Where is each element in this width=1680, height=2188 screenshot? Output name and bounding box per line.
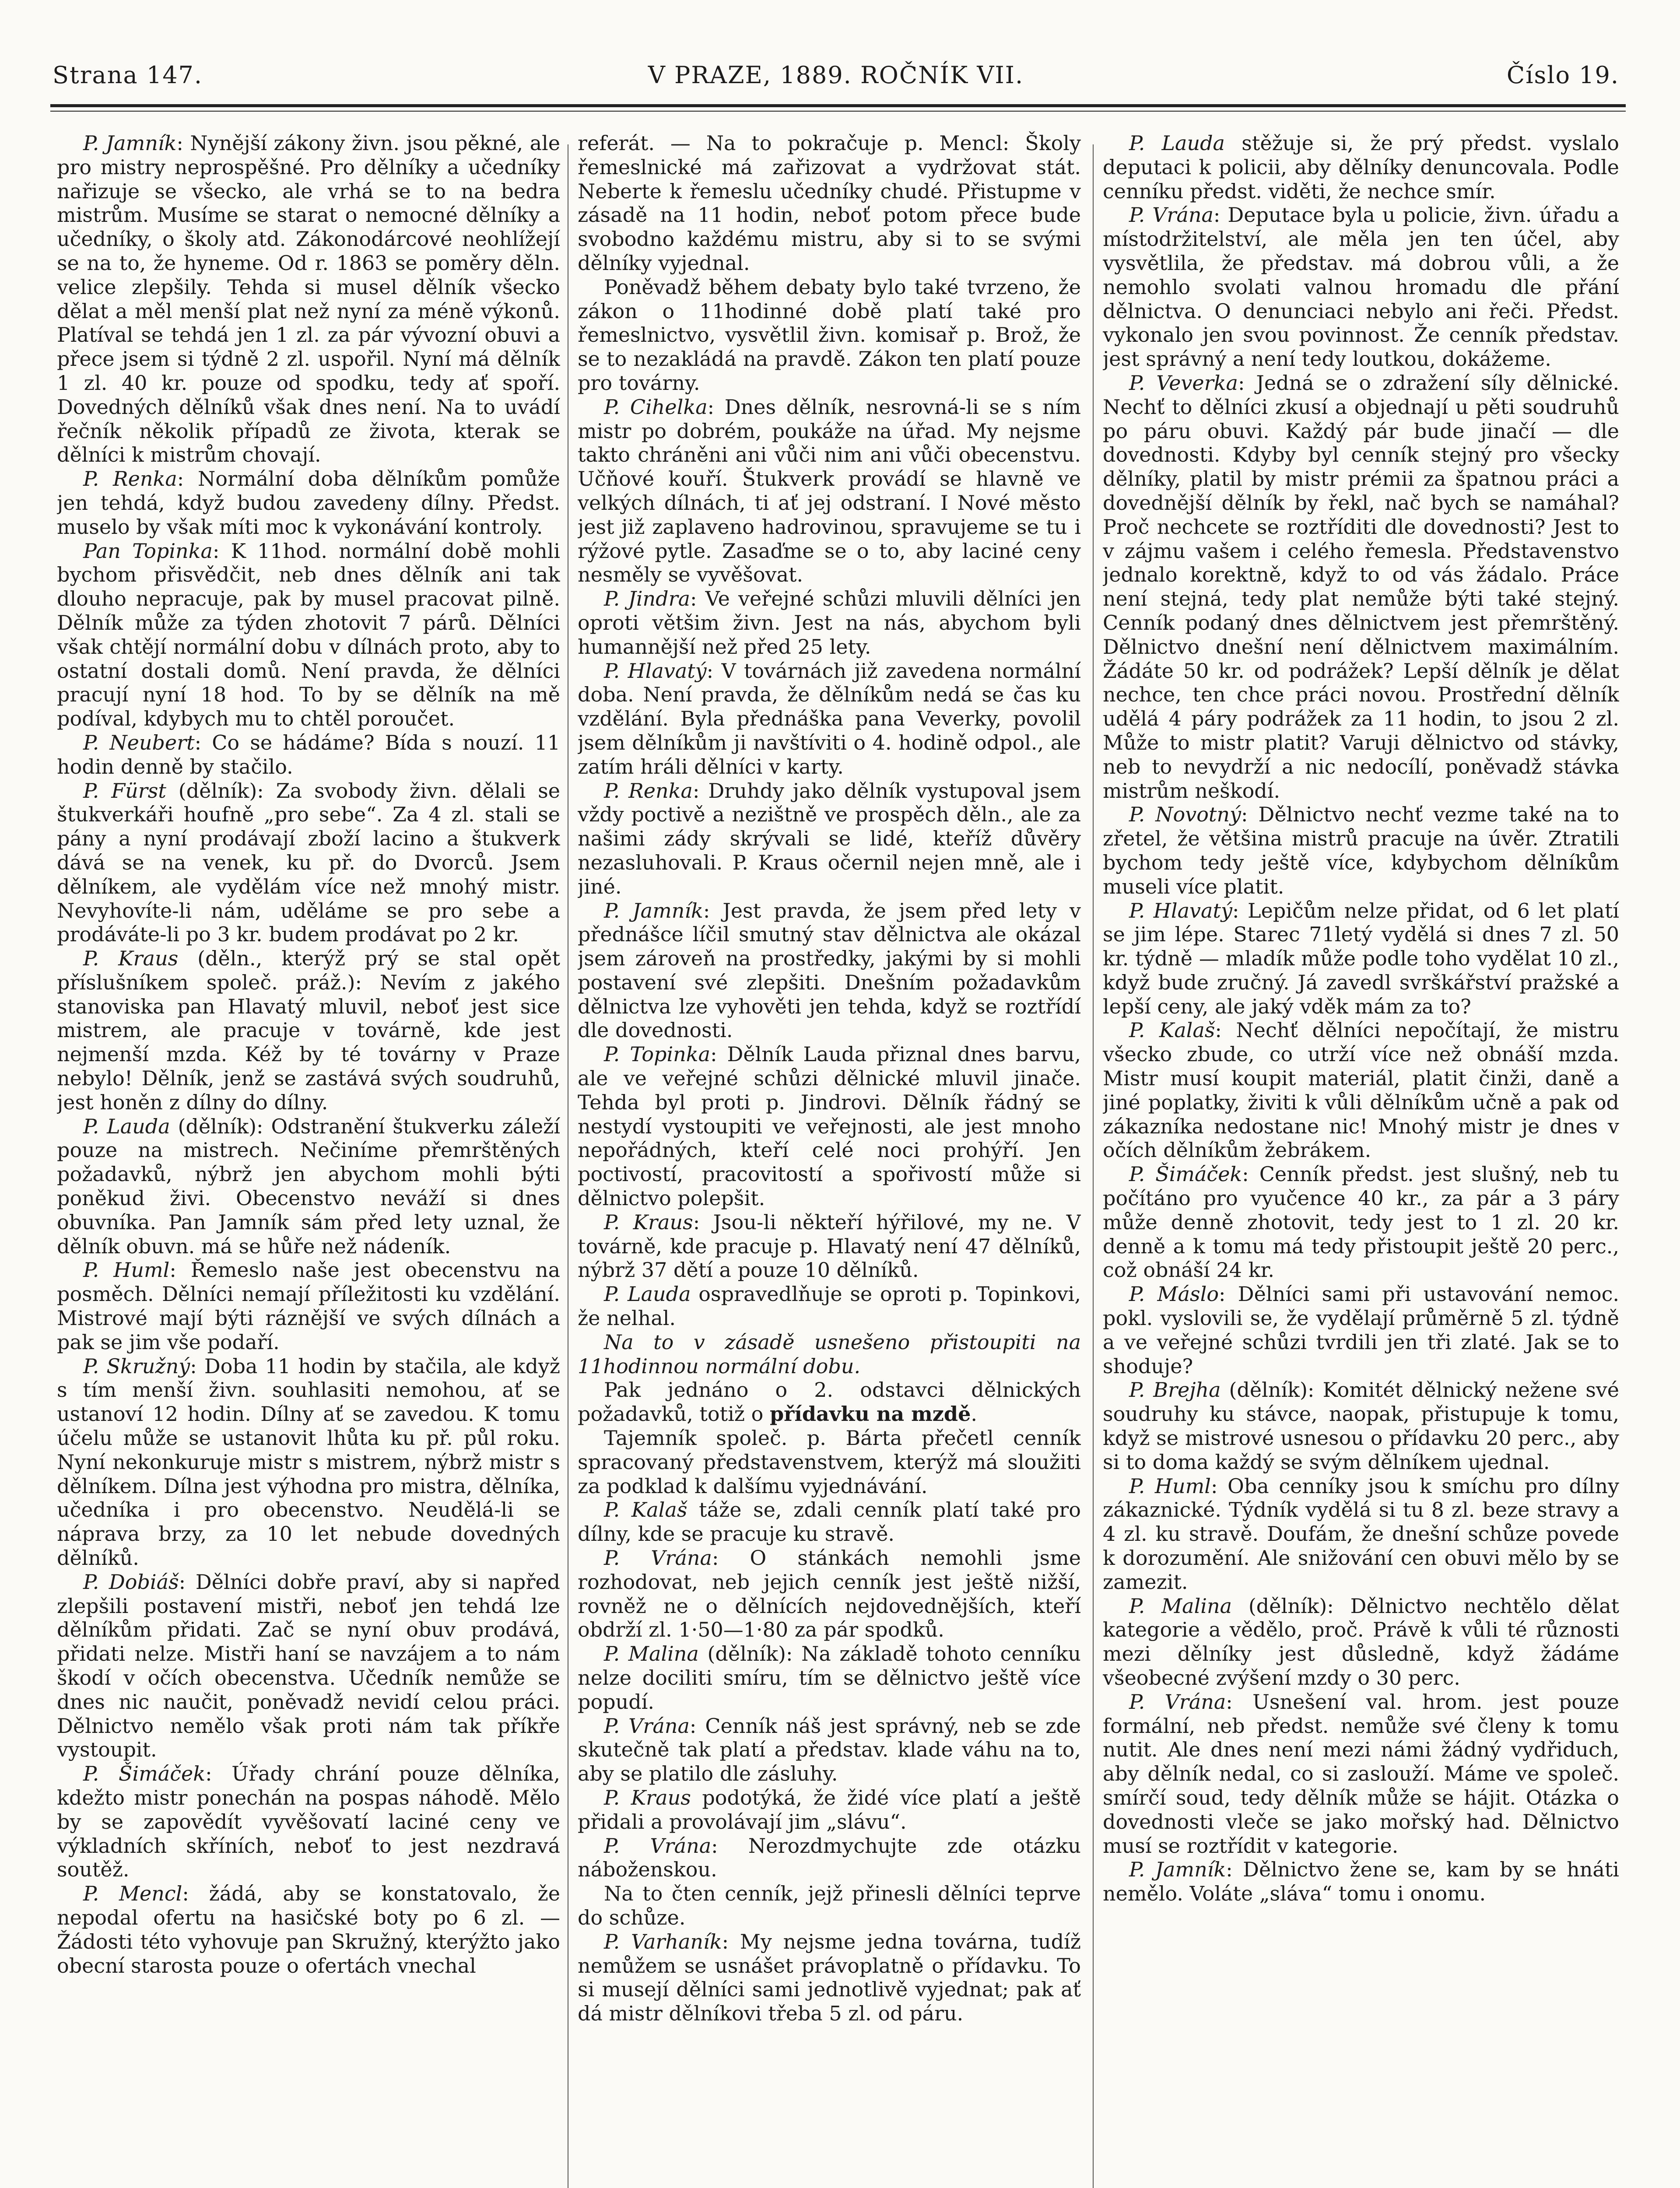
speaker-name: P. Brejha xyxy=(1129,1378,1221,1402)
header-rule-thick xyxy=(50,104,1626,107)
paragraph: P. Vrána: Nerozdmychujte zde otázku náboženskou. xyxy=(578,1834,1081,1882)
paragraph: P. Lauda (dělník): Odstranění štukverku záleží pouze na mistrech. Nečiníme přemrštěných požadavků, nýbrž jen abychom mohli býti poněkud živi. Obecenstvo neváží si dnes obuvníka. Pan Jamník sám před lety uznal, že dělník obuvn. má se hůře než nádeník. xyxy=(57,1114,560,1258)
speaker-name: P. Renka xyxy=(604,778,693,803)
paragraph-text: Dělnictvo nechtělo dělat kategorie a vědělo, proč. Právě k vůli té různosti mezi dělníky jest důsledně, když žádáme všeobecné zvýšení mzdy o 30 perc. xyxy=(1103,1594,1619,1690)
speaker-name: P. Máslo xyxy=(1129,1282,1219,1306)
speaker-name: P. Šimáček xyxy=(1129,1162,1242,1186)
speaker-name: P. Jamník xyxy=(83,131,177,155)
paragraph-text: Dělník Lauda přiznal dnes barvu, ale ve veřejné schůzi dělnické mluvil jinače. Tehda byl proti p. Jindrovi. Dělník řádný se nestydí vystoupiti ve veřejnosti, ale jest mnoho nepořádných, kteří celé noci prohýří. Jen poctivostí, pracovitostí a spořivostí může si dělnictvo polepšit. xyxy=(578,1042,1081,1210)
speaker-name: P. Jamník xyxy=(604,898,703,922)
paragraph-text: Ve veřejné schůzi mluvili dělníci jen oproti většim živn. Jest na nás, abychom byli humannější než před 25 lety. xyxy=(578,587,1081,659)
paragraph-text: Jedná se o zdražení síly dělnické. Nechť to dělníci zkusí a objednají u pěti soudruhů po páru obuvi. Každý pár bude jinačí — dle dovednosti. Kdyby byl cenník stejný pro všecky dělníky, platil by mistr prémii za špatnou práci a dovednější dělník by řekl, nač bych se namáhal? Proč nechcete se roztříditi dle dovednosti? Jest to v zájmu vašem i celého řemesla. Představenstvo jednalo korektně, když to od vás žádalo. Práce není stejná, tedy plat nemůže býti také stejný. Cenník podaný dnes dělnictvem jest přemrštěný. Dělnictvo dnešní není dělnictvem maximálním. Žádáte 50 kr. od podrážek? Lepší dělník je dělat nechce, ten chce práci novou. Prostřední dělník udělá 4 páry podrážek za 11 hodin, to jsou 2 zl. Může to mistr platit? Varuji dělnictvo od stávky, neb to nevydrží a nic nedocílí, poněvadž stávka mistrům neškodí. xyxy=(1103,371,1619,803)
text-column-3 xyxy=(1103,131,1619,2188)
paragraph-text: Dělníci sami při ustavování nemoc. pokl. vyslovili se, že vydělají průměrně 5 zl. týdně a ve veřejné schůzi tvrdili jen tři zlaté. Jak se to shoduje? xyxy=(1103,1282,1619,1378)
speaker-name: P. Veverka xyxy=(1129,371,1238,395)
speaker-name: P. Novotný xyxy=(1129,803,1242,827)
speaker-name: P. Šimáček xyxy=(83,1762,206,1786)
emphasized-term: přídavku na mzdě xyxy=(769,1402,971,1426)
paragraph xyxy=(578,1330,1081,1378)
paragraph-text: Oba cenníky jsou k smíchu pro dílny zákaznické. Týdník vydělá si tu 8 zl. beze stravy a 4 zl. ku stravě. Doufám, že dnešní schůze povede k dorozumění. Ale snižování cen obuvi mělo by se zamezit. xyxy=(1103,1474,1619,1594)
column-divider xyxy=(1093,144,1094,2188)
paragraph-text: Komitét dělnický nežene své soudruhy ku stávce, naopak, přistupuje k tomu, když se mistrové usnesou o přídavku 20 perc., aby si to doma každý se svým dělníkem ujednal. xyxy=(1103,1378,1619,1474)
paragraph-text: V továrnách již zavedena normální doba. Není pravda, že dělníkům nedá se čas ku vzdělání. Byla přednáška pana Veverky, povolil jsem dělníkům ji navštíviti o 4. hodině odpol., ale zatím hráli dělníci v karty. xyxy=(578,659,1081,778)
paragraph: P. Hlavatý: Lepičům nelze přidat, od 6 let platí se jim lépe. Starec 71letý vydělá si dnes 7 zl. 50 kr. týdně — mladík může podle toho vydělat 10 zl., když bude zručný. Já zavedl svrškářství pražské a lepší ceny, ale jaký vděk mám za to? xyxy=(1103,898,1619,1018)
speaker-name: P. Kalaš xyxy=(1129,1018,1215,1042)
paragraph: P. Kraus (děln., kterýž prý se stal opět příslušníkem společ. práž.): Nevím z jakého stanoviska pan Hlavatý mluvil, neboť jest sice mistrem, ale pracuje v továrně, kde jest nejmenší mzda. Kéž by té továrny v Praze nebylo! Dělník, jenž se zastává svých soudruhů, jest honěn z dílny do dílny. xyxy=(57,947,560,1114)
paragraph: P. Neubert: Co se hádáme? Bída s nouzí. 11 hodin denně by stačilo. xyxy=(57,730,560,778)
paragraph: P. Jamník: Nynější zákony živn. jsou pěkné, ale pro mistry neprospěšné. Pro dělníky a učedníky nařizuje se všecko, ale vrhá se to na bedra mistrům. Musíme se starat o nemocné dělníky a učedníky, o školy atd. Zákonodárcové neohlížejí se na to, že hyneme. Od r. 1863 se poměry děln. velice zlepšily. Tehda si musel dělník všecko dělat a měl menší plat než nyní za méně výkonů. Platíval se tehdá jen 1 zl. za pár vývozní obuvi a přece jsem si týdně 2 zl. uspořil. Nyní má dělník 1 zl. 40 kr. pouze od spodku, tedy ať spoří. Dovedných dělníků však dnes není. Na to uvádí řečník několik případů ze života, kterak se dělníci k mistrům chovají. xyxy=(57,131,560,467)
paragraph: P. Jamník: Dělnictvo žene se, kam by se hnáti nemělo. Voláte „sláva“ tomu i onomu. xyxy=(1103,1858,1619,1906)
speaker-name: P. Skružný xyxy=(83,1354,190,1378)
paragraph-text: Odstranění štukverku záleží pouze na mistrech. Nečiníme přemrštěných požadavků, nýbrž jen abychom mohli býti poněkud živi. Obecenstvo neváží si dnes obuvníka. Pan Jamník sám před lety uznal, že dělník obuvn. má se hůře než nádeník. xyxy=(57,1114,560,1258)
paragraph-text: Dělníci dobře praví, aby si napřed zlepšili postavení mistři, neboť jen tehdá lze dělníkům přidati. Zač se nyní obuv prodává, přidati nelze. Mistři haní se navzájem a to nám škodí v očích obecenstva. Učedník nemůže se dnes nic naučit, poněvadž nevidí celou práci. Dělnictvo nemělo však proti nám tak příkře vystoupit. xyxy=(57,1570,560,1762)
paragraph-text: podotýká, že židé více platí a ještě přidali a provolávají jim „slávu“. xyxy=(578,1785,1081,1834)
paragraph: P. Máslo: Dělníci sami při ustavování nemoc. pokl. vyslovili se, že vydělají průměrně 5 zl. týdně a ve veřejné schůzi tvrdili jen tři zlaté. Jak se to shoduje? xyxy=(1103,1282,1619,1378)
speaker-name: P. Mencl xyxy=(83,1882,182,1906)
paragraph-text: Nechť dělníci nepočítají, že mistru všecko zbude, co utrží více než obnáší mzda. Mistr musí koupit materiál, platit činži, daně a jiné poplatky, živiti k vůli dělníkům učně a pak od zákazníka nedostane nic! Mnohý mistr je dnes v očích dělníkům žebrákem. xyxy=(1103,1018,1619,1162)
paragraph-text: Nynější zákony živn. jsou pěkné, ale pro mistry neprospěšné. Pro dělníky a učedníky nařizuje se všecko, ale vrhá se to na bedra mistrům. Musíme se starat o nemocné dělníky a učedníky, o školy atd. Zákonodárcové neohlížejí se na to, že hyneme. Od r. 1863 se poměry děln. velice zlepšily. Tehda si musel dělník všecko dělat a měl menší plat než nyní za méně výkonů. Platíval se tehdá jen 1 zl. za pár vývozní obuvi a přece jsem si týdně 2 zl. uspořil. Nyní má dělník 1 zl. 40 kr. pouze od spodku, tedy ať spoří. Dovedných dělníků však dnes není. Na to uvádí řečník několik případů ze života, kterak se dělníci k mistrům chovají. xyxy=(57,131,560,467)
paragraph: P. Vrána: Deputace byla u policie, živn. úřadu a místodržitelství, ale měla jen ten účel, aby vysvětlila, že představ. má dobrou vůli, a že nemohlo svolati valnou hromadu dle přání dělnictva. O denunciaci nebylo ani řeči. Předst. vykonalo jen svou povinnost. Že cenník představ. jest správný a není tedy loutkou, dokážeme. xyxy=(1103,203,1619,371)
paragraph xyxy=(578,1498,1081,1546)
paragraph: P. Varhaník: My nejsme jedna továrna, tudíž nemůžem se usnášet právoplatně o přídavku. To si musejí dělníci sami jednotlivě vyjednat; pak ať dá mistr dělníkovi třeba 5 zl. od páru. xyxy=(578,1929,1081,2026)
speaker-name: P. Lauda xyxy=(1129,131,1225,155)
paragraph-text: Lepičům nelze přidat, od 6 let platí se jim lépe. Starec 71letý vydělá si dnes 7 zl. 50 kr. týdně — mladík může podle toho vydělat 10 zl., když bude zručný. Já zavedl svrškářství pražské a lepší ceny, ale jaký vděk mám za to? xyxy=(1103,898,1619,1018)
paragraph-text: Cenník předst. jest slušný, neb tu počítáno pro vyučence 40 kr., za pár a 3 páry může denně zhotovit, tedy jest to 1 zl. 20 kr. denně a k tomu má tedy přistoupit ještě 20 perc., což obnáší 24 kr. xyxy=(1103,1162,1619,1282)
speaker-name: P. Kraus xyxy=(604,1785,691,1809)
speaker-name: P. Jamník xyxy=(1129,1858,1226,1882)
paragraph: P. Kalaš: Nechť dělníci nepočítají, že mistru všecko zbude, co utrží více než obnáší mzda. Mistr musí koupit materiál, platit činži, daně a jiné poplatky, živiti k vůli dělníkům učně a pak od zákazníka nedostane nic! Mnohý mistr je dnes v očích dělníkům žebrákem. xyxy=(1103,1018,1619,1162)
paragraph: P. Veverka: Jedná se o zdražení síly dělnické. Nechť to dělníci zkusí a objednají u pěti soudruhů po páru obuvi. Každý pár bude jinačí — dle dovednosti. Kdyby byl cenník stejný pro všecky dělníky, platil by mistr prémii za špatnou práci a dovednější dělník by řekl, nač bych se namáhal? Proč nechcete se roztříditi dle dovednosti? Jest to v zájmu vašem i celého řemesla. Představenstvo jednalo korektně, když to od vás žádalo. Práce není stejná, tedy plat nemůže býti také stejný. Cenník podaný dnes dělnictvem jest přemrštěný. Dělnictvo dnešní není dělnictvem maximálním. Žádáte 50 kr. od podrážek? Lepší dělník je dělat nechce, ten chce práci novou. Prostřední dělník udělá 4 páry podrážek za 11 hodin, to jsou 2 zl. Může to mistr platit? Varuji dělnictvo od stávky, neb to nevydrží a nic nedocílí, poněvadž stávka mistrům neškodí. xyxy=(1103,371,1619,803)
paragraph: P. Brejha (dělník): Komitét dělnický nežene své soudruhy ku stávce, naopak, přistupuje k tomu, když se mistrové usnesou o přídavku 20 perc., aby si to doma každý se svým dělníkem ujednal. xyxy=(1103,1378,1619,1474)
speaker-name: P. Dobiáš xyxy=(83,1570,179,1594)
paragraph: P. Dobiáš: Dělníci dobře praví, aby si napřed zlepšili postavení mistři, neboť jen tehdá lze dělníkům přidati. Zač se nyní obuv prodává, přidati nelze. Mistři haní se navzájem a to nám škodí v očích obecenstva. Učedník nemůže se dnes nic naučit, poněvadž nevidí celou práci. Dělnictvo nemělo však proti nám tak příkře vystoupit. xyxy=(57,1570,560,1762)
speaker-name: P. Lauda xyxy=(83,1114,170,1138)
speaker-note: (dělník) xyxy=(1221,1378,1308,1402)
paragraph-text: Nevím z jakého stanoviska pan Hlavatý mluvil, neboť jest sice mistrem, ale pracuje v továrně, kde jest nejmenší mzda. Kéž by té továrny v Praze nebylo! Dělník, jenž se zastává svých soudruhů, jest honěn z dílny do dílny. xyxy=(57,970,560,1114)
paragraph: P. Renka: Normální doba dělníkům pomůže jen tehdá, když budou zavedeny dílny. Předst. muselo by však míti moc k vykonávání kontroly. xyxy=(57,467,560,539)
speaker-name: Pan Topinka xyxy=(83,539,213,563)
paragraph: P. Mencl: žádá, aby se konstatovalo, že nepodal ofertu na hasičské boty po 6 zl. — Žádosti této vyhovuje pan Skružný, kterýžto jako obecní starosta pouze o ofertách vnechal xyxy=(57,1882,560,1978)
paragraph xyxy=(578,1882,1081,1930)
paragraph: P. Hlavatý: V továrnách již zavedena normální doba. Není pravda, že dělníkům nedá se čas ku vzdělání. Byla přednáška pana Veverky, povolil jsem dělníkům ji navštíviti o 4. hodině odpol., ale zatím hráli dělníci v karty. xyxy=(578,659,1081,778)
speaker-note: (děln., kterýž prý se stal opět příslušníkem společ. práž.) xyxy=(57,947,560,994)
paragraph: Pan Topinka: K 11hod. normální době mohli bychom přisvědčit, neb dnes dělník ani tak dlouho nepracuje, pak by musel pracovat pilně. Dělník může za týden zhotovit 7 párů. Dělníci však chtějí normální dobu v dílnách proto, aby to ostatní dostali domů. Není pravda, že dělníci pracují nyní 18 hod. To by se dělník na mě podíval, kdybych mu to chtěl poroučet. xyxy=(57,539,560,731)
publication-date-volume: V PRAZE, 1889. ROČNÍK VII. xyxy=(648,61,1024,89)
paragraph xyxy=(578,131,1081,275)
speaker-note: (dělník) xyxy=(1232,1594,1327,1618)
paragraph-text: O stánkách nemohli jsme rozhodovat, neb jejich cenník jest ještě nižší, rovněž ne o dělnících nejdovednějších, kteří obdrží zl. 1·50—1·80 za pár spodků. xyxy=(578,1546,1081,1642)
paragraph-text: Nerozdmychujte zde otázku náboženskou. xyxy=(578,1834,1081,1882)
paragraph-text: Za svobody živn. dělali se štukverkáři houfně „pro sebe“. Za 4 zl. stali se pány a nyní prodávají zboží lacino a štukverk dává se na venek, ku př. do Dvorců. Jsem dělníkem, ale vydělám více než mnohý mistr. Nevyhovíte-li nám, uděláme se pro sebe a prodáváte-li po 3 kr. budem prodávat po 2 kr. xyxy=(57,778,560,947)
speaker-note: (dělník) xyxy=(170,1114,257,1138)
speaker-name: P. Topinka xyxy=(604,1042,711,1066)
paragraph: P. Novotný: Dělnictvo nechť vezme také na to zřetel, že většina mistrů pracuje na úvěr. Ztratili bychom tedy ještě více, kdybychom dělníkům museli více platit. xyxy=(1103,803,1619,898)
paragraph-text: Jest pravda, že jsem před lety v přednášce líčil smutný stav dělnictva ale okázal jsem zároveň na prostředky, jakými by si mohli postavení své zlepšiti. Dnešním požadavkům dělnictva lze vyhověti jen tehda, když se roztřídí dle dovednosti. xyxy=(578,898,1081,1042)
paragraph: P. Vrána: Usnešení val. hrom. jest pouze formální, neb předst. nemůže své členy k tomu nutit. Ale dnes není mezi námi žádný vydřiduch, aby dělník nedal, co si zaslouží. Máme ve společ. smírčí soud, tedy dělník může se hájit. Otázka o dovednosti vleče se jako mořský had. Dělnictvo musí se roztřídit v kategorie. xyxy=(1103,1690,1619,1858)
paragraph: P. Jindra: Ve veřejné schůzi mluvili dělníci jen oproti většim živn. Jest na nás, abychom byli humannější než před 25 lety. xyxy=(578,587,1081,659)
speaker-name: P. Malina xyxy=(604,1642,699,1666)
paragraph-text: Druhdy jako dělník vystupoval jsem vždy poctivě a nezištně ve prospěch děln., ale za našimi zády skrývali se lidé, kteříž důvěry nezasluhovali. P. Kraus očernil nejen mně, ale i jiné. xyxy=(578,778,1081,898)
paragraph: P. Jamník: Jest pravda, že jsem před lety v přednášce líčil smutný stav dělnictva ale okázal jsem zároveň na prostředky, jakými by si mohli postavení své zlepšiti. Dnešním požadavkům dělnictva lze vyhověti jen tehda, když se roztřídí dle dovednosti. xyxy=(578,898,1081,1042)
paragraph-text: Normální doba dělníkům pomůže jen tehdá, když budou zavedeny dílny. Předst. muselo by však míti moc k vykonávání kontroly. xyxy=(57,467,560,539)
paragraph: P. Šimáček: Úřady chrání pouze dělníka, kdežto mistr ponechán na pospas náhodě. Mělo by se zapovědít vyvěšovatí laciné ceny ve výkladních skříních, neboť to jest nezdravá soutěž. xyxy=(57,1762,560,1882)
speaker-name: P. Kraus xyxy=(604,1210,693,1234)
paragraph: P. Šimáček: Cenník předst. jest slušný, neb tu počítáno pro vyučence 40 kr., za pár a 3 páry může denně zhotovit, tedy jest to 1 zl. 20 kr. denně a k tomu má tedy přistoupit ještě 20 perc., což obnáší 24 kr. xyxy=(1103,1162,1619,1282)
paragraph: P. Malina (dělník): Na základě tohoto cenníku nelze dociliti smíru, tím se dělnictvo ještě více popudí. xyxy=(578,1642,1081,1714)
issue-number: Číslo 19. xyxy=(1506,61,1619,89)
speaker-name: P. Cihelka xyxy=(604,395,708,419)
paragraph: P. Renka: Druhdy jako dělník vystupoval jsem vždy poctivě a nezištně ve prospěch děln., ale za našimi zády skrývali se lidé, kteříž důvěry nezasluhovali. P. Kraus očernil nejen mně, ale i jiné. xyxy=(578,778,1081,898)
paragraph: P. Topinka: Dělník Lauda přiznal dnes barvu, ale ve veřejné schůzi dělnické mluvil jinače. Tehda byl proti p. Jindrovi. Dělník řádný se nestydí vystoupiti ve veřejnosti, ale jest mnoho nepořádných, kteří celé noci prohýří. Jen poctivostí, pracovitostí a spořivostí může si dělnictvo polepšit. xyxy=(578,1042,1081,1210)
paragraph-text: Cenník náš jest správný, neb se zde skutečně tak platí a představ. klade váhu na to, aby se platilo dle zásluhy. xyxy=(578,1714,1081,1786)
paragraph-text: táže se, zdali cenník platí také pro dílny, kde se pracuje ku stravě. xyxy=(578,1498,1081,1546)
text-column-2 xyxy=(578,131,1081,2188)
paragraph-text: Na základě tohoto cenníku nelze dociliti smíru, tím se dělnictvo ještě více popudí. xyxy=(578,1642,1081,1714)
paragraph xyxy=(578,275,1081,395)
paragraph: P. Huml: Oba cenníky jsou k smíchu pro dílny zákaznické. Týdník vydělá si tu 8 zl. beze stravy a 4 zl. ku stravě. Doufám, že dnešní schůze povede k dorozumění. Ale snižování cen obuvi mělo by se zamezit. xyxy=(1103,1474,1619,1594)
paragraph: P. Skružný: Doba 11 hodin by stačila, ale když s tím menší živn. souhlasiti nemohou, ať se ustanoví 12 hodin. Dílny ať se zavedou. K tomu účelu může se ustanovit lhůta ku př. půl roku. Nyní nekonkuruje mistr s mistrem, nýbrž mistr s dělníkem. Dílna jest výhodna pro mistra, dělníka, učedníka i pro obecenstvo. Neudělá-li se náprava brzy, za 10 let nebude dovedných dělníků. xyxy=(57,1354,560,1570)
paragraph-text: ospravedlňuje se oproti p. Topinkovi, že nelhal. xyxy=(578,1282,1081,1330)
paragraph xyxy=(578,1426,1081,1498)
speaker-name: P. Vrána xyxy=(604,1546,712,1570)
paragraph-text: Usnešení val. hrom. jest pouze formální, neb předst. nemůže své členy k tomu nutit. Ale dnes není mezi námi žádný vydřiduch, aby dělník nedal, co si zaslouží. Máme ve společ. smírčí soud, tedy dělník může se hájit. Otázka o dovednosti vleče se jako mořský had. Dělnictvo musí se roztřídit v kategorie. xyxy=(1103,1690,1619,1858)
paragraph xyxy=(578,1282,1081,1330)
speaker-name: P. Hlavatý xyxy=(604,659,707,683)
speaker-note: (dělník) xyxy=(698,1642,786,1666)
paragraph: P. Kraus: Jsou-li někteří hýřilové, my ne. V továrně, kde pracuje p. Hlavatý není 47 dělníků, nýbrž 37 dětí a pouze 10 dělníků. xyxy=(578,1210,1081,1282)
paragraph-text: referát. — Na to pokračuje p. Mencl: Školy řemeslnické má zařizovat a vydržovat stát. Neberte k řemeslu učedníky chudé. Přistupme v zásadě na 11 hodin, neboť potom přece bude svobodno každému mistru, aby si to se svými dělníky vyjednal. xyxy=(578,131,1081,275)
paragraph-text: Na to čten cenník, jejž přinesli dělníci teprve do schůze. xyxy=(578,1882,1081,1929)
paragraph-text: Tajemník společ. p. Bárta přečetl cenník spracovaný představenstvem, kterýž má sloužiti za podklad k dalšímu vyjednávání. xyxy=(578,1426,1081,1498)
speaker-name: P. Vrána xyxy=(1129,203,1214,227)
speaker-name: P. Neubert xyxy=(83,730,195,754)
paragraph-text: Dnes dělník, nesrovná-li se s ním mistr po dobrém, poukáže na úřad. My nejsme takto chráněni ani vůči nim ani vůči obecenstvu. Učňové kouří. Štukverk provádí se hlavně ve velkých dílnách, ti ať jej odstraní. I Nové město jest již zaplaveno hadrovinou, spravujeme se tu i rýžové pytle. Zasaďme se o to, aby laciné ceny nesměly se vyvěšovat. xyxy=(578,395,1081,587)
speaker-name: P. Jindra xyxy=(604,587,691,611)
speaker-name: P. Malina xyxy=(1129,1594,1232,1618)
speaker-name: P. Renka xyxy=(83,467,177,491)
speaker-name: P. Vrána xyxy=(604,1834,712,1858)
paragraph: P. Huml: Řemeslo naše jest obecenstvu na posměch. Dělníci nemají příležitosti ku vzdělání. Mistrové mají býti ráznější ve svých dílnách a pak se jim vše podaří. xyxy=(57,1258,560,1354)
paragraph xyxy=(578,1786,1081,1834)
paragraph-text: Jsou-li někteří hýřilové, my ne. V továrně, kde pracuje p. Hlavatý není 47 dělníků, nýbrž 37 dětí a pouze 10 dělníků. xyxy=(578,1210,1081,1282)
speaker-name: P. Lauda xyxy=(604,1282,691,1306)
running-header xyxy=(53,61,1619,101)
paragraph-text: stěžuje si, že prý předst. vyslalo deputaci k policii, aby dělníky denuncovala. Podle cenníku předst. viděti, že nechce smír. xyxy=(1103,131,1619,203)
paragraph-text: My nejsme jedna továrna, tudíž nemůžem se usnášet právoplatně o přídavku. To si musejí dělníci sami jednotlivě vyjednat; pak ať dá mistr dělníkovi třeba 5 zl. od páru. xyxy=(578,1929,1081,2026)
speaker-name: P. Huml xyxy=(83,1258,170,1282)
speaker-name: P. Fürst xyxy=(83,778,166,803)
speaker-name: P. Vrána xyxy=(604,1714,690,1738)
paragraph: P. Vrána: O stánkách nemohli jsme rozhodovat, neb jejich cenník jest ještě nižší, rovněž ne o dělnících nejdovednějších, kteří obdrží zl. 1·50—1·80 za pár spodků. xyxy=(578,1546,1081,1642)
speaker-name: P. Kalaš xyxy=(604,1498,687,1522)
header-rule-thin xyxy=(50,111,1626,112)
speaker-note: (dělník) xyxy=(166,778,257,803)
paragraph-text: žádá, aby se konstatovalo, že nepodal ofertu na hasičské boty po 6 zl. — Žádosti této vyhovuje pan Skružný, kterýžto jako obecní starosta pouze o ofertách vnechal xyxy=(57,1882,560,1978)
paragraph-text: Řemeslo naše jest obecenstvu na posměch. Dělníci nemají příležitosti ku vzdělání. Mistrové mají býti ráznější ve svých dílnách a pak se jim vše podaří. xyxy=(57,1258,560,1354)
speaker-name: P. Hlavatý xyxy=(1129,898,1232,922)
paragraph-text: Pak jednáno o 2. odstavci dělnických požadavků, totiž o přídavku na mzdě. xyxy=(578,1378,1081,1426)
text-column-1 xyxy=(57,131,560,2188)
speaker-name: P. Vrána xyxy=(1129,1690,1226,1714)
paragraph-text: Co se hádáme? Bída s nouzí. 11 hodin denně by stačilo. xyxy=(57,730,560,778)
paragraph xyxy=(1103,131,1619,203)
paragraph-text: Dělnictvo žene se, kam by se hnáti nemělo. Voláte „sláva“ tomu i onomu. xyxy=(1103,1858,1619,1906)
paragraph-text: Deputace byla u policie, živn. úřadu a místodržitelství, ale měla jen ten účel, aby vysvětlila, že představ. má dobrou vůli, a že nemohlo svolati valnou hromadu dle přání dělnictva. O denunciaci nebylo ani řeči. Předst. vykonalo jen svou povinnost. Že cenník představ. jest správný a není tedy loutkou, dokážeme. xyxy=(1103,203,1619,371)
paragraph-text: Úřady chrání pouze dělníka, kdežto mistr ponechán na pospas náhodě. Mělo by se zapovědít vyvěšovatí laciné ceny ve výkladních skříních, neboť to jest nezdravá soutěž. xyxy=(57,1762,560,1882)
speaker-name: P. Varhaník xyxy=(604,1929,722,1953)
paragraph-text: Poněvadž během debaty bylo také tvrzeno, že zákon o 11hodinné době platí také pro řemeslnictvo, vysvětlil živn. komisař p. Brož, že se to nezakládá na pravdě. Zákon ten platí pouze pro továrny. xyxy=(578,275,1081,395)
paragraph-text: Dělnictvo nechť vezme také na to zřetel, že většina mistrů pracuje na úvěr. Ztratili bychom tedy ještě více, kdybychom dělníkům museli více platit. xyxy=(1103,803,1619,898)
paragraph: P. Malina (dělník): Dělnictvo nechtělo dělat kategorie a vědělo, proč. Právě k vůli té různosti mezi dělníky jest důsledně, když žádáme všeobecné zvýšení mzdy o 30 perc. xyxy=(1103,1594,1619,1690)
paragraph-text: K 11hod. normální době mohli bychom přisvědčit, neb dnes dělník ani tak dlouho nepracuje, pak by musel pracovat pilně. Dělník může za týden zhotovit 7 párů. Dělníci však chtějí normální dobu v dílnách proto, aby to ostatní dostali domů. Není pravda, že dělníci pracují nyní 18 hod. To by se dělník na mě podíval, kdybych mu to chtěl poroučet. xyxy=(57,539,560,731)
paragraph xyxy=(578,1378,1081,1426)
paragraph-text: Doba 11 hodin by stačila, ale když s tím menší živn. souhlasiti nemohou, ať se ustanoví 12 hodin. Dílny ať se zavedou. K tomu účelu může se ustanovit lhůta ku př. půl roku. Nyní nekonkuruje mistr s mistrem, nýbrž mistr s dělníkem. Dílna jest výhodna pro mistra, dělníka, učedníka i pro obecenstvo. Neudělá-li se náprava brzy, za 10 let nebude dovedných dělníků. xyxy=(57,1354,560,1570)
paragraph: P. Cihelka: Dnes dělník, nesrovná-li se s ním mistr po dobrém, poukáže na úřad. My nejsme takto chráněni ani vůči nim ani vůči obecenstvu. Učňové kouří. Štukverk provádí se hlavně ve velkých dílnách, ti ať jej odstraní. I Nové město jest již zaplaveno hadrovinou, spravujeme se tu i rýžové pytle. Zasaďme se o to, aby laciné ceny nesměly se vyvěšovat. xyxy=(578,395,1081,587)
speaker-name: P. Huml xyxy=(1129,1474,1211,1498)
speaker-name: P. Kraus xyxy=(83,947,179,971)
paragraph: P. Vrána: Cenník náš jest správný, neb se zde skutečně tak platí a představ. klade váhu na to, aby se platilo dle zásluhy. xyxy=(578,1714,1081,1786)
paragraph-text: Na to v zásadě usnešeno přistoupiti na 11hodinnou normální dobu. xyxy=(578,1330,1081,1378)
page-number: Strana 147. xyxy=(53,61,203,89)
paragraph: P. Fürst (dělník): Za svobody živn. dělali se štukverkáři houfně „pro sebe“. Za 4 zl. stali se pány a nyní prodávají zboží lacino a štukverk dává se na venek, ku př. do Dvorců. Jsem dělníkem, ale vydělám více než mnohý mistr. Nevyhovíte-li nám, uděláme se pro sebe a prodáváte-li po 3 kr. budem prodávat po 2 kr. xyxy=(57,778,560,947)
